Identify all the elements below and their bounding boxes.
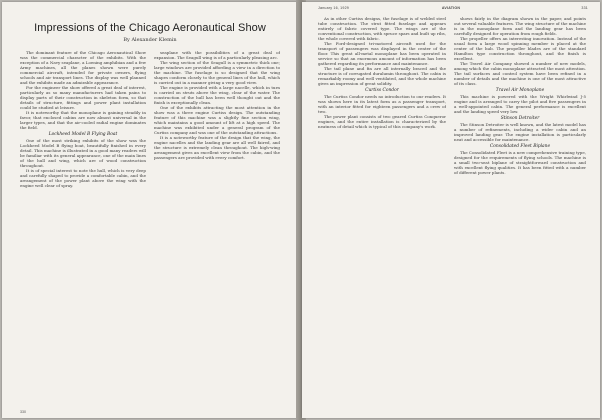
paragraph: One of the exhibits attracting the most attention in the show was a three engine Curtiss design. The outstanding feature of this machine was a slightly fine section wing, which maintains a good amount of lift at a high speed. The machine was exhibited under a general program of the Curtiss company and was one of the outstanding attractions. — [154, 105, 280, 135]
paragraph: The engine is provided with a large nacelle, which in turn is carried on struts above the wing, clear of the water. The construction of the hull has been well thought out and the finish is exceptionally clean. — [154, 85, 280, 105]
paragraph: The wing section of the Seagull is a symmetric thick one; large windows are provided affording a view in a direction to the machine. The fuselage is so designed that the wing shapes conform closely to the general lines of the hull, which is carried out in a manner giving a very good view. — [154, 60, 280, 85]
page-number: 331 — [581, 6, 588, 10]
paragraph: As in other Curtiss designs, the fuselage is of welded steel tube construction. The strut fitted fuselage and appears entirely of fabric covered type. The wings are of the conventional construction, with spruce spars and built up ribs, the whole covered with fabric. — [318, 16, 446, 41]
paragraph: One of the most striking exhibits of the show was the Lockheed Model B flying boat, beautifully finished in every detail. This machine is illustrated in a good many readers will be familiar with its general appearance, one of the main lines of the hull and wing, which are of wood construction throughout. — [20, 138, 146, 168]
section-heading: Travel Air Monoplane — [495, 88, 545, 93]
right-page-column-2 — [454, 16, 586, 406]
paragraph: The Stinson Detroiter is well known, and the latest model has a number of refinements, including a wider cabin and an improved landing gear. The engine installation is particularly neat and accessible for maintenance. — [454, 122, 586, 142]
paragraph: This machine is powered with the Wright Whirlwind J-5 engine and is arranged to carry the pilot and five passengers in a well-appointed cabin. The general performance is excellent and the landing speed very low. — [454, 94, 586, 114]
paragraph: The propeller offers an interesting innovation. Instead of the usual form a large wood spinning member is placed at the center of the hub. The propeller blades are of the standard Hamilton type construction throughout, and the finish is excellent. — [454, 36, 586, 61]
right-page-column-1 — [318, 16, 446, 406]
paragraph: It is a noteworthy feature of the design that the wing, the engine nacelles and the landing gear are all well faired, and the structure is extremely clean throughout. The high-wing arrangement gives an excellent view from the cabin, and the passengers are provided with every comfort. — [154, 135, 280, 160]
section-heading: Curtiss Condor — [365, 88, 399, 93]
paragraph: The power plant consists of two geared Curtiss Conqueror engines, and the entire installation is characterized by the neatness of detail which is typical of this company's work. — [318, 114, 446, 129]
paragraph: shows fairly in the diagram shown in the paper, and points out several valuable features. The wing structure of the machine is in the monoplane form and the landing gear has been carefully designed for operation from rough fields. — [454, 16, 586, 36]
paragraph: The dominant feature of the Chicago Aeronautical Show was the commercial character of the exhibits. With the exception of a Navy seaplane, a Loening amphibian and a few Army machines, all the planes shown were purely commercial aircraft, intended for private owners, flying schools and air transport lines. The display was well planned and the exhibits made an admirable appearance. — [20, 50, 146, 85]
article-title: Impressions of the Chicago Aeronautical Show — [34, 22, 266, 34]
paragraph: The Ford-designed tri-motored aircraft used for the transport of passengers was displayed in the center of the floor. This great all-metal monoplane has been operated in service so that an enormous amount of information has been gathered regarding its performance and maintenance. — [318, 41, 446, 66]
paragraph: The Curtiss Condor needs no introduction to our readers. It was shown here in its latest form as a passenger transport, with an interior fitted for eighteen passengers and a crew of two. — [318, 94, 446, 114]
left-page-column-1 — [20, 50, 146, 404]
paragraph: It is of special interest to note the hull, which is very deep and carefully shaped to provide a comfortable cabin, and the arrangement of the power plant above the wing with the engine well clear of spray. — [20, 168, 146, 188]
running-head-date: January 16, 1929 — [318, 6, 349, 10]
page-number: 330 — [20, 410, 26, 414]
paragraph: The Travel Air Company showed a number of new models, among which the cabin monoplane attracted the most attention. The tail surfaces and control system have been refined in a number of details and the machine is one of the most attractive of its class. — [454, 61, 586, 86]
section-heading: Consolidated Fleet Biplane — [489, 144, 551, 149]
article-byline: By Alexander Klemin — [123, 37, 177, 43]
right-page — [302, 2, 600, 418]
section-heading: Lockheed Model B Flying Boat — [48, 132, 118, 137]
paragraph: For the engineer the show offered a great deal of interest, particularly as so many manufacturers had taken pains to display parts of their construction in skeleton form, so that details of structure, fittings and power plant installation could be studied at leisure. — [20, 85, 146, 110]
paragraph: seaplane with the possibilities of a great deal of expansion. The Seagull wing is of a particularly pleasing arc. — [154, 50, 280, 60]
section-heading: Stinson Detroiter — [500, 116, 540, 121]
paragraph: It is noteworthy that the monoplane is gaining steadily in favor, that enclosed cabins are now almost universal in the larger types, and that the air-cooled radial engine dominates the field. — [20, 110, 146, 130]
running-head-title: AVIATION — [441, 6, 461, 10]
left-page-column-2 — [154, 50, 280, 404]
paragraph: The Consolidated Fleet is a new comprehensive training type, designed for the requirements of flying schools. The machine is a small two-seat biplane of straightforward construction and with excellent flying qualities. It has been fitted with a number of different power plants. — [454, 150, 586, 175]
left-page — [2, 2, 298, 418]
paragraph: The tail plane and fin are all internally braced and the structure is of corrugated duralumin throughout. The cabin is remarkably roomy and well ventilated, and the whole machine gives an impression of great solidity. — [318, 66, 446, 86]
